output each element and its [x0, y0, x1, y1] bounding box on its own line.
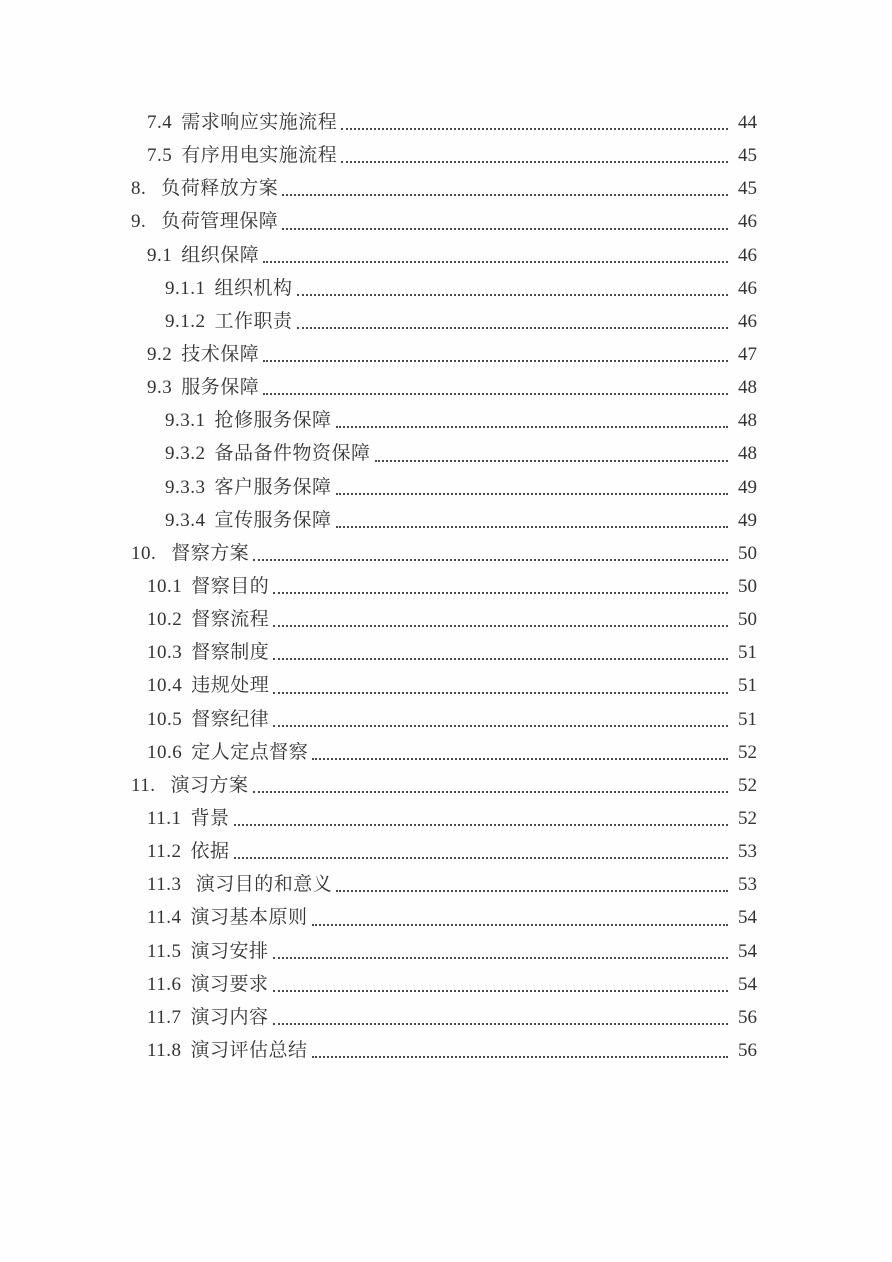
toc-entry-number: 11.1 — [147, 807, 182, 829]
toc-page-number: 52 — [738, 807, 757, 829]
toc-entry[interactable] — [131, 1034, 757, 1067]
toc-entry[interactable] — [131, 437, 757, 470]
toc-entry-title: 督察目的 — [191, 575, 270, 597]
toc-leader-dots — [263, 360, 728, 362]
toc-entry[interactable] — [131, 603, 757, 636]
toc-entry[interactable] — [131, 404, 757, 437]
toc-entry[interactable] — [131, 537, 757, 570]
toc-page-number: 52 — [738, 774, 757, 796]
toc-leader-dots — [341, 128, 728, 130]
toc-entry-number: 11.5 — [147, 940, 182, 962]
toc-entry-number: 11.4 — [147, 907, 182, 929]
toc-entry-number: 11.7 — [147, 1006, 182, 1028]
toc-leader-dots — [273, 692, 728, 694]
toc-page-number: 46 — [738, 244, 757, 266]
toc-leader-dots — [273, 725, 728, 727]
toc-entry-number: 10. — [131, 542, 157, 564]
toc-leader-dots — [253, 559, 728, 561]
toc-leader-dots — [312, 1056, 728, 1058]
toc-entry-number: 10.3 — [147, 642, 183, 664]
toc-leader-dots — [282, 228, 728, 230]
toc-entry-title: 督察流程 — [191, 609, 270, 631]
toc-entry-number: 7.5 — [147, 145, 173, 167]
toc-entry-title: 演习方案 — [170, 774, 249, 796]
toc-leader-dots — [297, 327, 728, 329]
toc-leader-dots — [336, 890, 728, 892]
toc-entry-title: 服务保障 — [181, 377, 260, 399]
toc-leader-dots — [263, 393, 728, 395]
toc-leader-dots — [336, 526, 728, 528]
toc-entry-number: 10.4 — [147, 675, 183, 697]
toc-entry[interactable] — [131, 371, 757, 404]
toc-entry[interactable] — [131, 504, 757, 537]
toc-entry-title: 演习内容 — [190, 1006, 269, 1028]
toc-page-number: 56 — [738, 1006, 757, 1028]
toc-entry-number: 9.3.2 — [165, 443, 206, 465]
toc-entry-number: 11.6 — [147, 973, 182, 995]
toc-entry[interactable] — [131, 172, 757, 205]
toc-entry-number: 9.1.2 — [165, 310, 206, 332]
toc-entry-title: 演习基本原则 — [190, 907, 308, 929]
toc-leader-dots — [273, 592, 728, 594]
toc-page-number: 46 — [738, 211, 757, 233]
toc-page-number: 45 — [738, 145, 757, 167]
toc-entry[interactable] — [131, 139, 757, 172]
toc-entry-number: 9.3.4 — [165, 509, 206, 531]
toc-page-number: 50 — [738, 575, 757, 597]
toc-entry[interactable] — [131, 868, 757, 901]
toc-entry-number: 8. — [131, 178, 147, 200]
toc-entry-title: 组织机构 — [214, 277, 293, 299]
toc-page-number: 50 — [738, 609, 757, 631]
toc-page-number: 53 — [738, 841, 757, 863]
toc-page-number: 45 — [738, 178, 757, 200]
toc-entry[interactable] — [131, 736, 757, 769]
toc-page-number: 46 — [738, 310, 757, 332]
toc-entry-number: 10.5 — [147, 708, 183, 730]
toc-entry[interactable] — [131, 305, 757, 338]
toc-entry[interactable] — [131, 471, 757, 504]
toc-entry-title: 客户服务保障 — [214, 476, 332, 498]
toc-leader-dots — [263, 261, 728, 263]
toc-leader-dots — [253, 791, 728, 793]
toc-entry-title: 演习安排 — [190, 940, 269, 962]
toc-entry-number: 9.3.1 — [165, 410, 206, 432]
toc-entry-title: 有序用电实施流程 — [181, 145, 338, 167]
toc-page-number: 54 — [738, 940, 757, 962]
toc-entry[interactable] — [131, 272, 757, 305]
toc-entry-number: 9.3 — [147, 377, 173, 399]
toc-entry[interactable] — [131, 338, 757, 371]
toc-entry-number: 9. — [131, 211, 147, 233]
toc-page-number: 52 — [738, 741, 757, 763]
toc-entry-title: 演习要求 — [190, 973, 269, 995]
toc-leader-dots — [336, 493, 728, 495]
toc-list — [131, 106, 757, 1067]
toc-entry-number: 10.1 — [147, 575, 183, 597]
toc-leader-dots — [336, 426, 728, 428]
toc-entry-title: 依据 — [190, 841, 230, 863]
toc-entry-title: 宣传服务保障 — [214, 509, 332, 531]
toc-entry-number: 10.6 — [147, 741, 183, 763]
toc-entry-number: 11.8 — [147, 1039, 182, 1061]
toc-entry-title: 背景 — [190, 807, 230, 829]
toc-page-number: 51 — [738, 708, 757, 730]
toc-entry[interactable] — [131, 570, 757, 603]
toc-entry-number: 11.3 — [147, 874, 182, 896]
toc-leader-dots — [273, 658, 728, 660]
toc-leader-dots — [312, 758, 728, 760]
toc-leader-dots — [234, 857, 728, 859]
toc-entry-title: 督察制度 — [191, 642, 270, 664]
toc-entry[interactable] — [131, 205, 757, 238]
toc-entry-title: 督察纪律 — [191, 708, 270, 730]
toc-entry-number: 9.3.3 — [165, 476, 206, 498]
toc-entry[interactable] — [131, 769, 757, 802]
toc-entry-number: 10.2 — [147, 609, 183, 631]
toc-entry[interactable] — [131, 802, 757, 835]
toc-entry-title: 抢修服务保障 — [214, 410, 332, 432]
toc-page-number: 51 — [738, 642, 757, 664]
toc-entry[interactable] — [131, 636, 757, 669]
toc-entry-number: 9.1 — [147, 244, 173, 266]
toc-entry[interactable] — [131, 106, 757, 139]
toc-entry-number: 11.2 — [147, 841, 182, 863]
toc-entry[interactable] — [131, 1001, 757, 1034]
toc-entry-title: 组织保障 — [181, 244, 260, 266]
toc-page-number: 54 — [738, 907, 757, 929]
toc-entry-title: 违规处理 — [191, 675, 270, 697]
toc-page-number: 44 — [738, 112, 757, 133]
toc-entry-number: 9.1.1 — [165, 277, 206, 299]
toc-entry-number: 11. — [131, 774, 156, 796]
toc-page-number: 56 — [738, 1039, 757, 1061]
toc-entry[interactable] — [131, 935, 757, 968]
toc-leader-dots — [375, 460, 728, 462]
toc-entry-title: 演习目的和意义 — [190, 874, 333, 896]
toc-entry[interactable] — [131, 703, 757, 736]
toc-page-number: 48 — [738, 443, 757, 465]
toc-entry-title: 负荷管理保障 — [161, 211, 279, 233]
toc-entry[interactable] — [131, 239, 757, 272]
toc-leader-dots — [273, 957, 728, 959]
toc-entry-title: 技术保障 — [181, 343, 260, 365]
toc-page-number: 46 — [738, 277, 757, 299]
toc-entry[interactable] — [131, 901, 757, 934]
toc-page-number: 48 — [738, 377, 757, 399]
toc-leader-dots — [297, 294, 728, 296]
toc-entry-title: 需求响应实施流程 — [181, 112, 338, 133]
toc-entry-title: 工作职责 — [214, 310, 293, 332]
toc-page-number: 49 — [738, 509, 757, 531]
toc-entry-number: 7.4 — [147, 112, 173, 133]
toc-page-number: 48 — [738, 410, 757, 432]
toc-entry[interactable] — [131, 968, 757, 1001]
toc-entry[interactable] — [131, 669, 757, 702]
toc-leader-dots — [341, 161, 728, 163]
toc-entry-number: 9.2 — [147, 343, 173, 365]
toc-entry[interactable] — [131, 835, 757, 868]
toc-leader-dots — [312, 924, 728, 926]
toc-leader-dots — [282, 194, 728, 196]
toc-entry-title: 负荷释放方案 — [161, 178, 279, 200]
toc-leader-dots — [273, 625, 728, 627]
toc-page-number: 47 — [738, 343, 757, 365]
toc-entry-title: 备品备件物资保障 — [214, 443, 371, 465]
toc-page-number: 49 — [738, 476, 757, 498]
toc-entry-title: 演习评估总结 — [190, 1039, 308, 1061]
toc-page-number: 54 — [738, 973, 757, 995]
toc-leader-dots — [273, 1023, 728, 1025]
toc-page-number: 51 — [738, 675, 757, 697]
toc-entry-title: 定人定点督察 — [191, 741, 309, 763]
toc-page-number: 53 — [738, 874, 757, 896]
toc-page-number: 50 — [738, 542, 757, 564]
toc-leader-dots — [234, 824, 728, 826]
toc-leader-dots — [273, 990, 728, 992]
toc-entry-title: 督察方案 — [171, 542, 250, 564]
